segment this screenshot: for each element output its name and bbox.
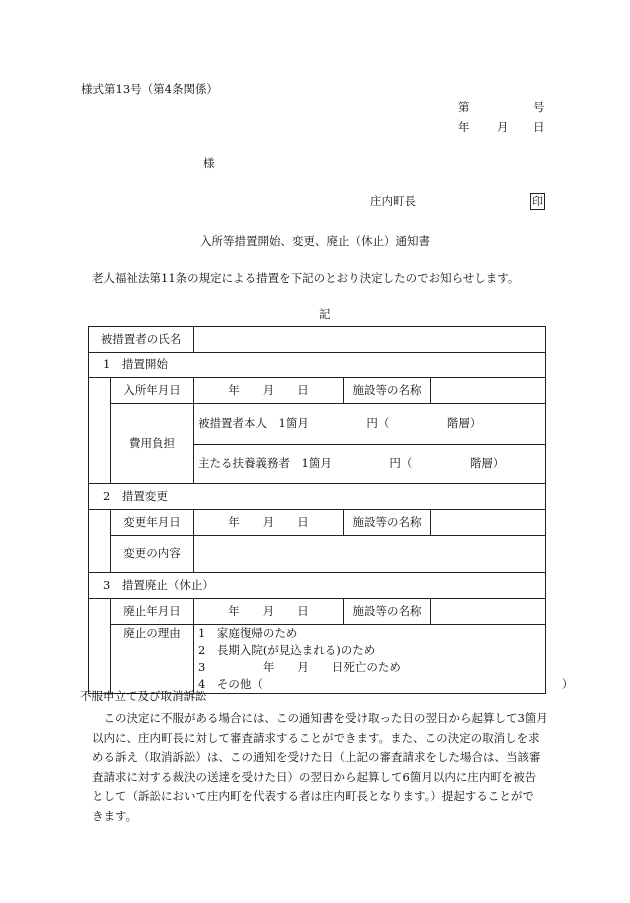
indent-cell [89,378,111,404]
name-field[interactable] [194,327,546,353]
facility-field[interactable] [431,599,546,625]
table-row [89,536,546,573]
addressee-suffix: 様 [203,156,215,170]
reason-item[interactable]: 2 長期入院(が見込まれる)のため [198,643,376,657]
abolish-reason-list [194,625,574,694]
facility-field[interactable] [431,510,546,536]
table-row [89,378,546,404]
facility-label: 施設等の名称 [344,510,431,536]
abolish-date-field[interactable]: 年 月 日 [194,599,344,625]
reason-item[interactable]: 4 その他（ ） [198,677,574,691]
indent-cell [89,625,111,694]
abolish-reason-label: 廃止の理由 [111,625,194,694]
notes-heading: 不服申立て及び取消訴訟 [80,689,207,703]
indent-cell [89,445,111,484]
admission-date-label: 入所年月日 [111,378,194,404]
doc-number-prefix: 第 [458,100,470,114]
notes-line: 査請求に対する裁決の送達を受けた日）の翌日から起算して6箇月以内に庄内町を被告 [92,769,537,784]
change-content-label: 変更の内容 [111,536,194,573]
measure-table [88,326,574,694]
change-content-field[interactable] [194,536,546,573]
indent-cell [89,510,111,536]
facility-field[interactable] [431,378,546,404]
notes-line: める訴え（取消訴訟）は、この通知を受けた日（上記の審査請求をした場合は、当該審 [92,750,541,764]
table-row [89,599,546,625]
indent-cell [89,599,111,625]
indent-cell [89,404,111,445]
admission-date-field[interactable]: 年 月 日 [194,378,344,404]
notes-line: 以内に、庄内町長に対して審査請求することができます。また、この決定の取消しを求 [92,730,540,745]
document-title: 入所等措置開始、変更、廃止（休止）通知書 [200,234,430,248]
form-number: 様式第13号（第4条関係） [81,82,218,96]
table-row [89,573,546,599]
doc-number-suffix: 号 [533,100,545,114]
facility-label: 施設等の名称 [344,599,431,625]
table-row [89,510,546,536]
date-month: 月 [497,120,509,134]
notes-line: として（訴訟において庄内町を代表する者は庄内町長となります。）提起することがで [92,789,534,803]
notes-body [92,709,552,826]
ki-label: 記 [319,307,331,321]
notes-line: この決定に不服がある場合には、この通知書を受け取った日の翌日から起算して3箇月 [92,711,548,725]
abolish-date-label: 廃止年月日 [111,599,194,625]
intro-text: 老人福祉法第11条の規定による措置を下記のとおり決定したのでお知らせします。 [92,271,520,285]
section3-heading: 3 措置廃止（休止） [89,573,546,599]
date-year: 年 [458,120,470,134]
table-row [89,353,546,378]
table-row [89,484,546,510]
section2-heading: 2 措置変更 [89,484,546,510]
reason-item[interactable]: 1 家庭復帰のため [198,626,298,640]
section1-heading: 1 措置開始 [89,353,546,378]
change-date-label: 変更年月日 [111,510,194,536]
cost-row-supporter[interactable]: 主たる扶養義務者 1箇月 円（ 階層） [194,445,546,484]
seal-stamp: 印 [532,195,543,208]
reason-item[interactable]: 3 年 月 日死亡のため [198,660,401,674]
notes-line: きます。 [92,808,138,823]
indent-cell [89,536,111,573]
table-row [89,404,546,445]
table-row [89,327,546,353]
name-label: 被措置者の氏名 [89,327,194,353]
table-row [89,625,546,694]
date-day: 日 [533,120,545,134]
sender-name: 庄内町長 [370,194,416,208]
cost-row-self[interactable]: 被措置者本人 1箇月 円（ 階層） [194,404,546,445]
cost-label: 費用負担 [111,404,194,484]
change-date-field[interactable]: 年 月 日 [194,510,344,536]
facility-label: 施設等の名称 [344,378,431,404]
